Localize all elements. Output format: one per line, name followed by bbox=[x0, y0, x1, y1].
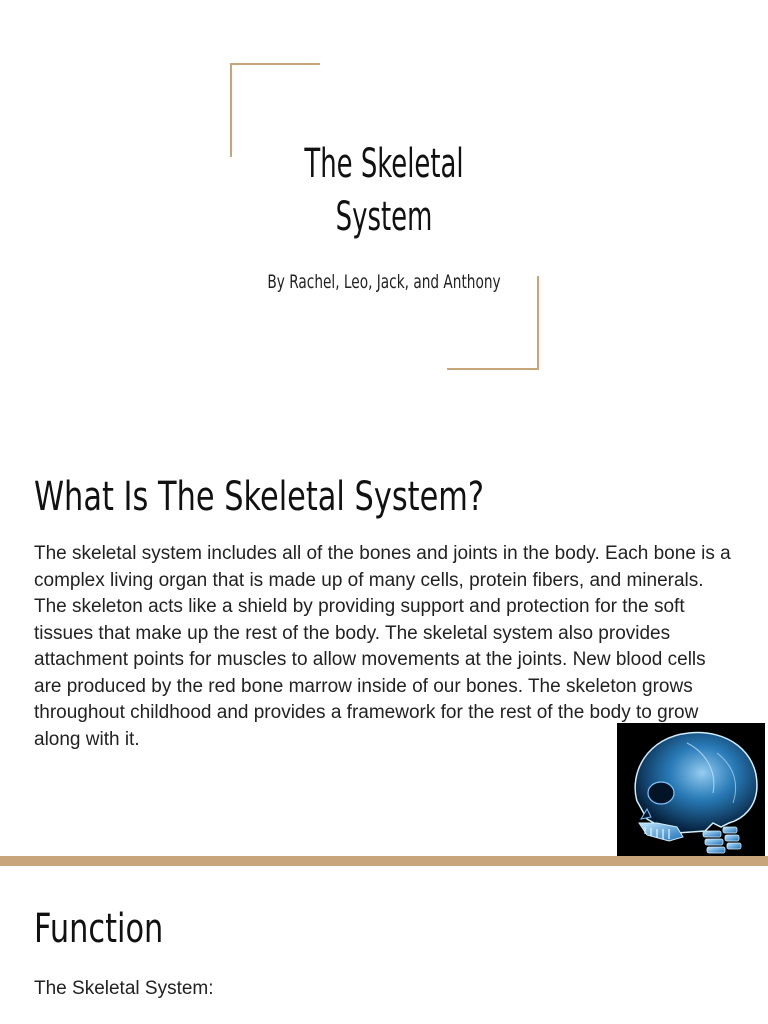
authors-subtitle: By Rachel, Leo, Jack, and Anthony bbox=[267, 271, 501, 293]
what-is-heading: What Is The Skeletal System? bbox=[34, 474, 485, 520]
function-intro: The Skeletal System: bbox=[34, 978, 214, 999]
section-divider bbox=[0, 856, 768, 866]
page-title bbox=[240, 138, 528, 244]
what-is-slide bbox=[0, 440, 768, 856]
function-slide bbox=[0, 866, 768, 1024]
what-is-body: The skeletal system includes all of the bones and joints in the body. Each bone is a complex living organ that is made up of many cells, protein fibers, and minerals. The skeleton acts like a shield by providing support and protection for the soft tissues that make up the rest of the body. The skeletal system also provides attachment points for muscles to allow movements at the joints. New blood cells are produced by the red bone marrow inside of our bones. The skeleton grows throughout childhood and provides a framework for the rest of the body to grow along with it. bbox=[34, 543, 731, 750]
function-heading: Function bbox=[34, 906, 164, 952]
skull-xray-graphic bbox=[617, 723, 765, 856]
skull-xray-image bbox=[617, 723, 765, 856]
title-line-2: System bbox=[335, 194, 433, 240]
title-line-1: The Skeletal bbox=[304, 141, 464, 187]
title-slide bbox=[0, 0, 768, 430]
